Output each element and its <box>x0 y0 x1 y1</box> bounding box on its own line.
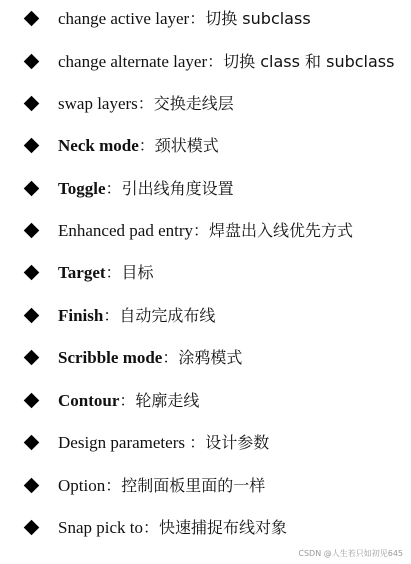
item-separator: ： <box>119 391 136 410</box>
item-separator: ： <box>138 136 155 155</box>
item-description: 引出线角度设置 <box>121 179 234 198</box>
item-separator: ： <box>162 348 179 367</box>
diamond-bullet-icon <box>24 138 40 154</box>
list-item <box>0 386 411 416</box>
item-description: 切换 subclass <box>205 9 311 28</box>
item-term: change alternate layer <box>58 52 208 71</box>
item-term: change active layer <box>58 9 190 28</box>
item-text <box>58 8 311 30</box>
diamond-bullet-icon <box>24 393 40 409</box>
item-description: 快速捕捉布线对象 <box>159 518 288 537</box>
item-description: 目标 <box>121 263 154 282</box>
diamond-bullet-icon <box>24 96 40 112</box>
item-description: 涂鸦模式 <box>178 348 243 367</box>
item-term: Toggle <box>58 179 106 198</box>
item-text <box>58 135 219 157</box>
item-term: Contour <box>58 391 120 410</box>
list-item <box>0 174 411 204</box>
list-item <box>0 428 411 458</box>
diamond-bullet-icon <box>24 265 40 281</box>
item-term: Target <box>58 263 106 282</box>
diamond-bullet-icon <box>24 11 40 27</box>
item-text <box>58 347 242 369</box>
list-item <box>0 89 411 119</box>
item-separator: ： <box>137 94 154 113</box>
list-item <box>0 471 411 501</box>
item-description: 交换走线层 <box>153 94 234 113</box>
item-text <box>58 51 394 73</box>
diamond-bullet-icon <box>24 54 40 70</box>
item-term: Design parameters <box>58 433 190 452</box>
item-term: swap layers <box>58 94 138 113</box>
item-description: 颈状模式 <box>154 136 219 155</box>
item-term: Option <box>58 476 106 495</box>
item-separator: ： <box>105 179 122 198</box>
diamond-bullet-icon <box>24 520 40 536</box>
item-separator: ： <box>143 518 160 537</box>
item-text <box>58 432 269 454</box>
list-item <box>0 47 411 77</box>
item-separator: ： <box>189 9 206 28</box>
item-term: Snap pick to <box>58 518 143 537</box>
item-term: Finish <box>58 306 104 325</box>
item-description: 控制面板里面的一样 <box>121 476 266 495</box>
list-item <box>0 4 411 34</box>
list-item <box>0 513 411 543</box>
item-text <box>58 178 234 200</box>
list-item <box>0 343 411 373</box>
item-term: Scribble mode <box>58 348 163 367</box>
item-description: 切换 class 和 subclass <box>223 52 395 71</box>
item-text <box>58 475 265 497</box>
list-item <box>0 131 411 161</box>
item-term: Neck mode <box>58 136 139 155</box>
diamond-bullet-icon <box>24 478 40 494</box>
item-text <box>58 93 234 115</box>
diamond-bullet-icon <box>24 223 40 239</box>
item-separator: ： <box>193 221 210 240</box>
item-text <box>58 390 199 412</box>
list-item <box>0 216 411 246</box>
diamond-bullet-icon <box>24 435 40 451</box>
item-text <box>58 262 154 284</box>
item-separator: ： <box>105 263 122 282</box>
list-item <box>0 301 411 331</box>
diamond-bullet-icon <box>24 350 40 366</box>
item-separator: ： <box>103 306 120 325</box>
item-text <box>58 305 215 327</box>
item-separator: ： <box>105 476 122 495</box>
diamond-bullet-icon <box>24 181 40 197</box>
item-separator: ： <box>189 433 206 452</box>
item-description: 自动完成布线 <box>119 306 216 325</box>
item-description: 焊盘出入线优先方式 <box>209 221 354 240</box>
item-term: Enhanced pad entry <box>58 221 193 240</box>
list-item <box>0 258 411 288</box>
diamond-bullet-icon <box>24 308 40 324</box>
item-text <box>58 517 287 539</box>
item-description: 设计参数 <box>205 433 270 452</box>
item-separator: ： <box>207 52 224 71</box>
item-text <box>58 220 353 242</box>
watermark: CSDN @人生若只如初见645 <box>298 549 403 558</box>
item-description: 轮廓走线 <box>135 391 200 410</box>
